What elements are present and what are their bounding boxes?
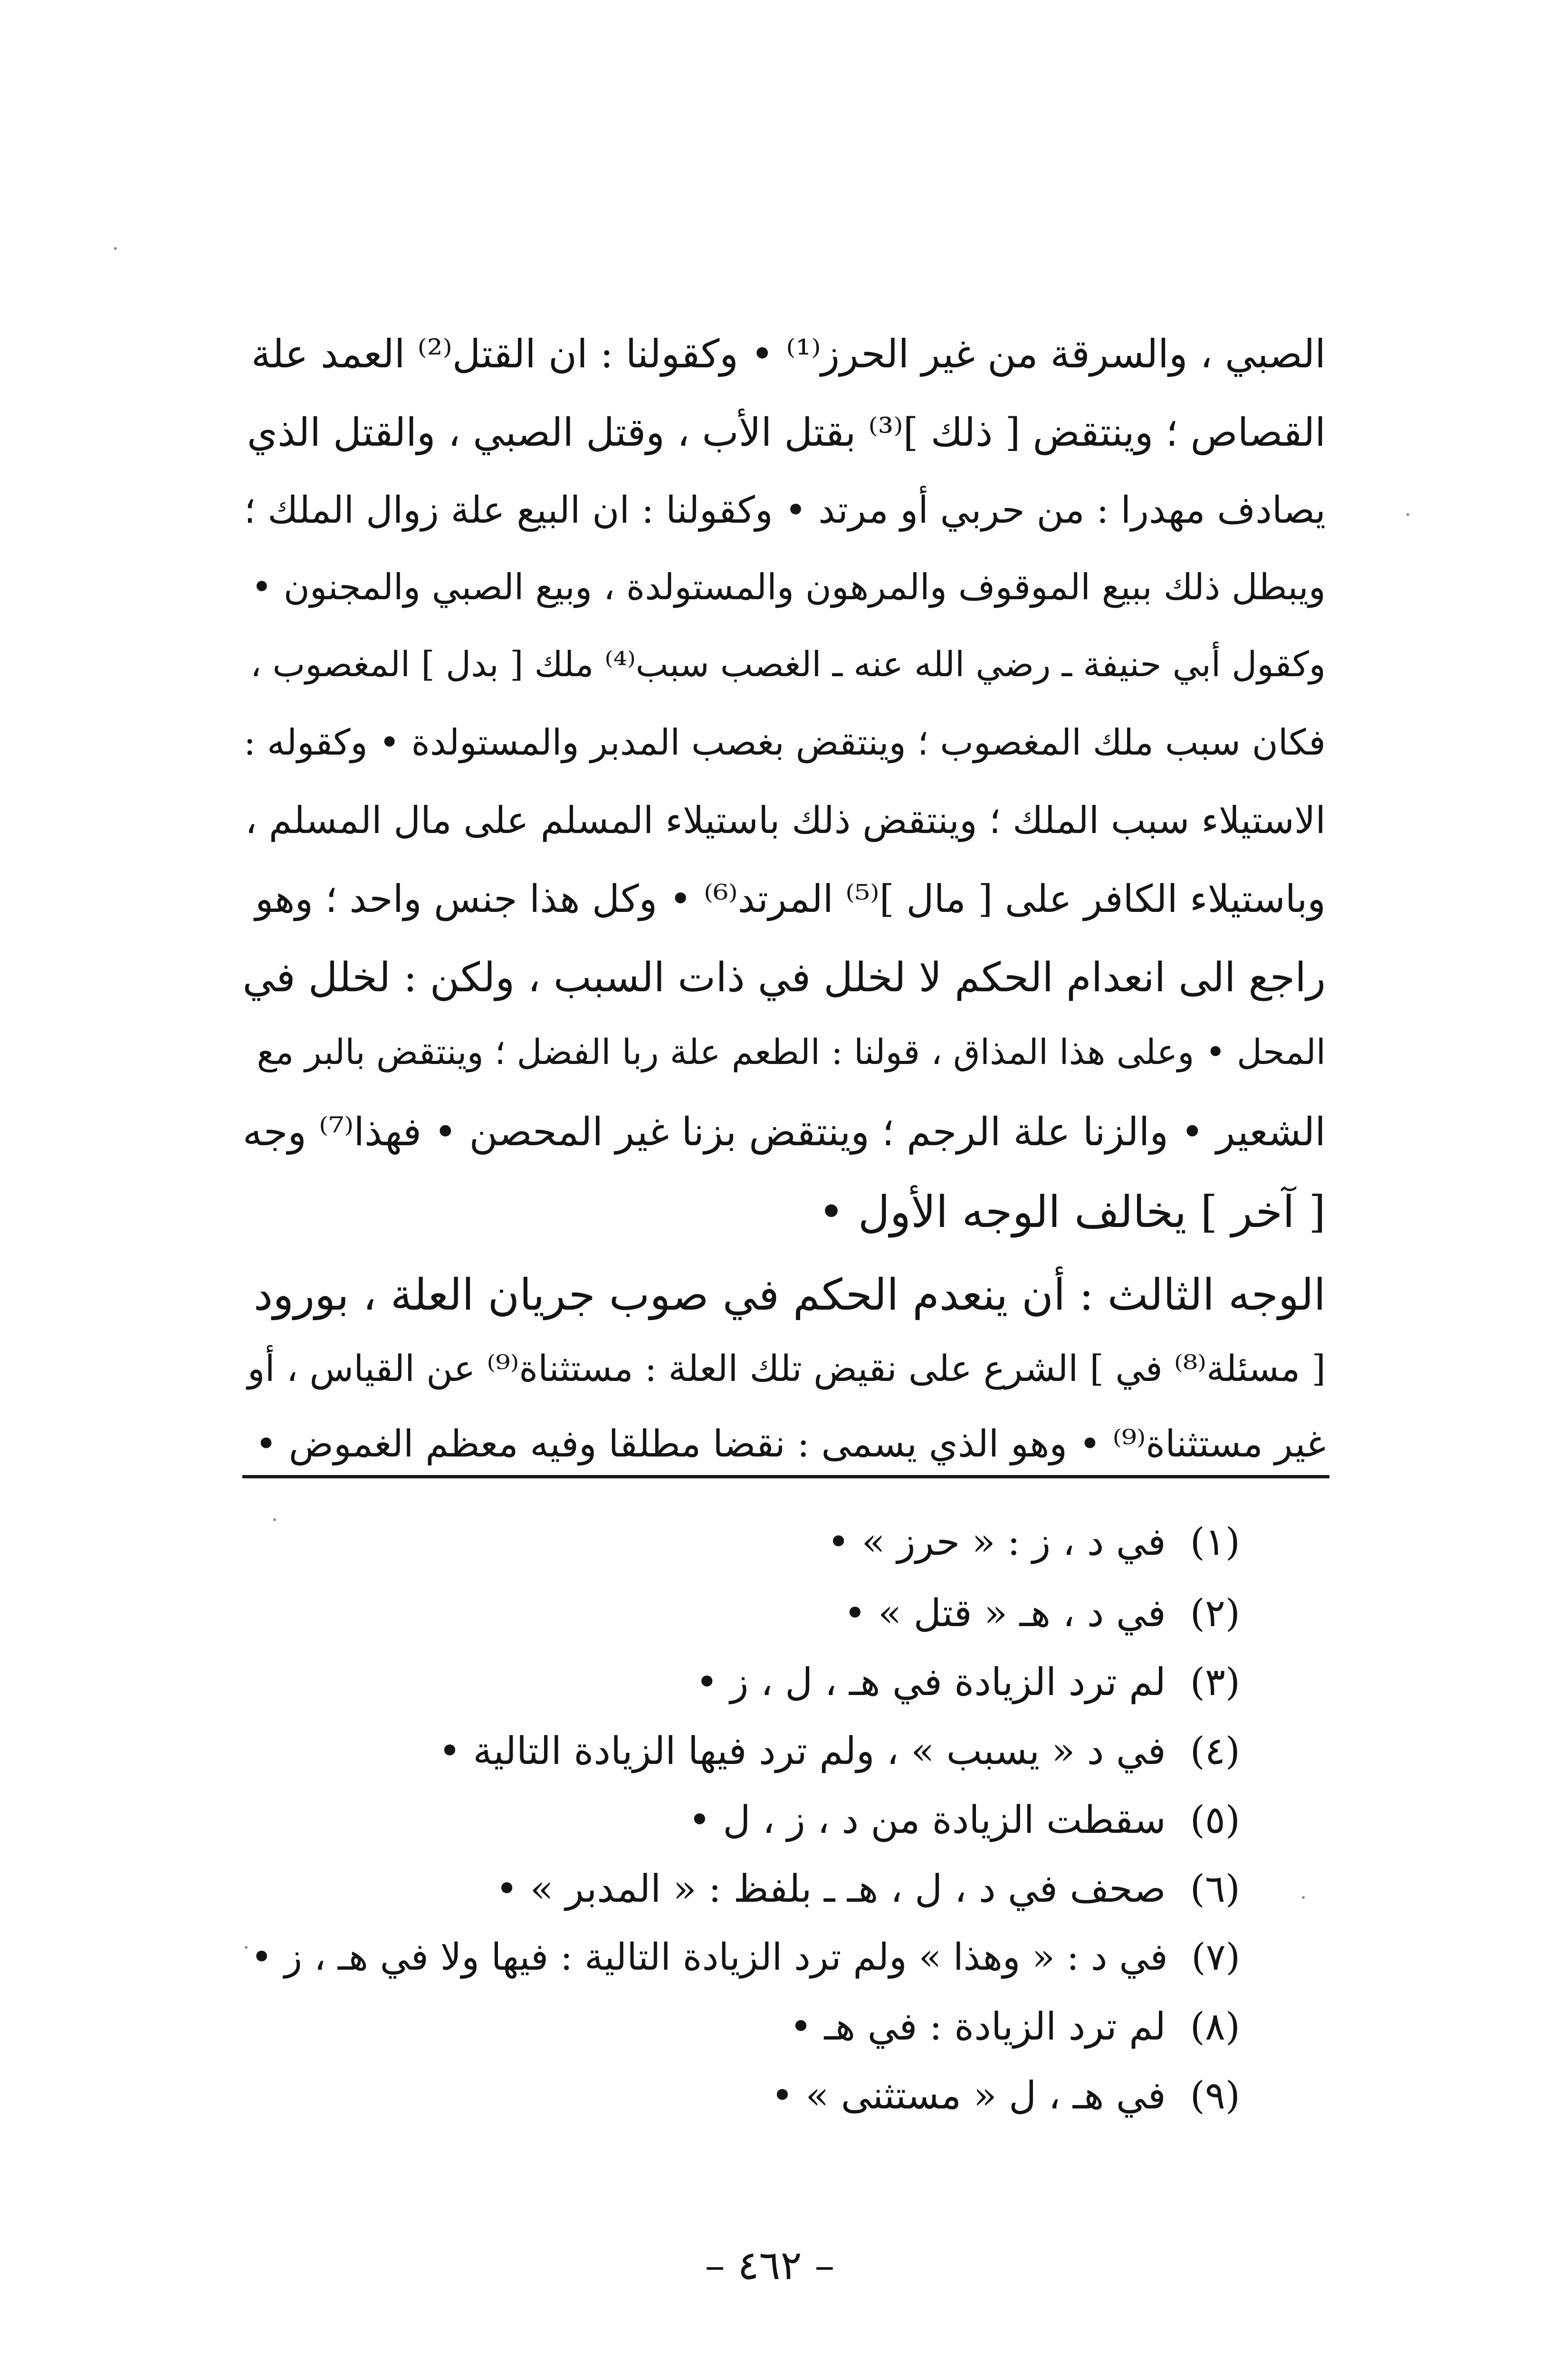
footnote-number: (٣) bbox=[1190, 1660, 1240, 1704]
scan-speck bbox=[1302, 1896, 1305, 1899]
footnote-text: في د ، ز : « حرز » • bbox=[827, 1520, 1166, 1564]
footnote-item bbox=[771, 2073, 1240, 2117]
body-line: المحل • وعلى هذا المذاق ، قولنا : الطعم علة ربا الفضل ؛ وينتقض بالبر مع bbox=[257, 1032, 1326, 1073]
body-line: [ آخر ] يخالف الوجه الأول • bbox=[818, 1187, 1326, 1237]
footnote-number: (٥) bbox=[1190, 1798, 1240, 1842]
body-line: القصاص ؛ وينتقض [ ذلك ]⁽³⁾ بقتل الأب ، وقتل الصبي ، والقتل الذي bbox=[247, 410, 1326, 455]
body-line: فكان سبب ملك المغصوب ؛ وينتقض بغصب المدبر والمستولدة • وكقوله : bbox=[243, 721, 1326, 763]
body-line: وكقول أبي حنيفة ـ رضي الله عنه ـ الغصب سبب⁽⁴⁾ ملك [ بدل ] المغصوب ، bbox=[250, 644, 1326, 685]
footnote-text: لم ترد الزيادة في هـ ، ل ، ز • bbox=[696, 1660, 1166, 1704]
footnote-number: (٨) bbox=[1190, 2004, 1240, 2049]
footnote-text: في د : « وهذا » ولم ترد الزيادة التالية : فيها ولا في هـ ، ز • bbox=[250, 1936, 1168, 1979]
footnote-text: سقطت الزيادة من د ، ز ، ل • bbox=[688, 1798, 1166, 1842]
footnote-number: (١) bbox=[1190, 1520, 1240, 1564]
footnote-number: (٧) bbox=[1191, 1936, 1240, 1979]
body-line: راجع الى انعدام الحكم لا لخلل في ذات السبب ، ولكن : لخلل في bbox=[242, 954, 1326, 1001]
footnote-item bbox=[843, 1591, 1240, 1635]
body-line: ويبطل ذلك ببيع الموقوف والمرهون والمستولدة ، وبيع الصبي والمجنون • bbox=[251, 566, 1326, 608]
footnote-number: (٤) bbox=[1190, 1729, 1240, 1773]
footnote-number: (٢) bbox=[1190, 1591, 1240, 1635]
footnote-number: (٦) bbox=[1190, 1867, 1240, 1911]
footnote-item bbox=[495, 1867, 1240, 1911]
body-line: [ مسئلة⁽⁸⁾ في ] الشرع على نقيض تلك العلة : مستثناة⁽⁹⁾ عن القياس ، أو bbox=[247, 1347, 1326, 1389]
footnote-number: (٩) bbox=[1190, 2073, 1240, 2117]
footnote-text: في د « يسبب » ، ولم ترد فيها الزيادة التالية • bbox=[438, 1729, 1166, 1773]
body-line: الوجه الثالث : أن ينعدم الحكم في صوب جريان العلة ، بورود bbox=[253, 1270, 1326, 1320]
scan-speck bbox=[273, 1518, 276, 1521]
scan-speck bbox=[245, 1946, 248, 1949]
scan-speck bbox=[1406, 513, 1409, 516]
footnote-item bbox=[696, 1660, 1240, 1704]
body-line: يصادف مهدرا : من حربي أو مرتد • وكقولنا : ان البيع علة زوال الملك ؛ bbox=[244, 489, 1326, 532]
footnote-text: صحف في د ، ل ، هـ ـ بلفظ : « المدبر » • bbox=[495, 1867, 1166, 1911]
body-line: وباستيلاء الكافر على [ مال ]⁽⁵⁾ المرتد⁽⁶⁾ • وكل هذا جنس واحد ؛ وهو bbox=[255, 877, 1326, 921]
footnote-text: في هـ ، ل « مستثنى » • bbox=[771, 2073, 1166, 2117]
scan-speck bbox=[114, 247, 117, 250]
page-number: – ٤٦٢ – bbox=[705, 2242, 835, 2289]
footnote-item bbox=[250, 1936, 1240, 1979]
footnote-divider bbox=[242, 1475, 1329, 1478]
body-line: الشعير • والزنا علة الرجم ؛ وينتقض بزنا غير المحصن • فهذا⁽⁷⁾ وجه bbox=[242, 1110, 1326, 1155]
footnote-item bbox=[827, 1520, 1240, 1564]
footnote-text: لم ترد الزيادة : في هـ • bbox=[789, 2004, 1166, 2049]
footnote-item bbox=[688, 1798, 1240, 1842]
body-line: الصبي ، والسرقة من غير الحرز⁽¹⁾ • وكقولنا : ان القتل⁽²⁾ العمد علة bbox=[251, 332, 1326, 377]
footnote-item bbox=[438, 1729, 1240, 1773]
footnote-text: في د ، هـ « قتل » • bbox=[843, 1591, 1166, 1635]
body-line: غير مستثناة⁽⁹⁾ • وهو الذي يسمى : نقضا مطلقا وفيه معظم الغموض • bbox=[255, 1423, 1326, 1466]
footnote-item bbox=[789, 2004, 1240, 2049]
body-line: الاستيلاء سبب الملك ؛ وينتقض ذلك باستيلاء المسلم على مال المسلم ، bbox=[245, 799, 1326, 842]
